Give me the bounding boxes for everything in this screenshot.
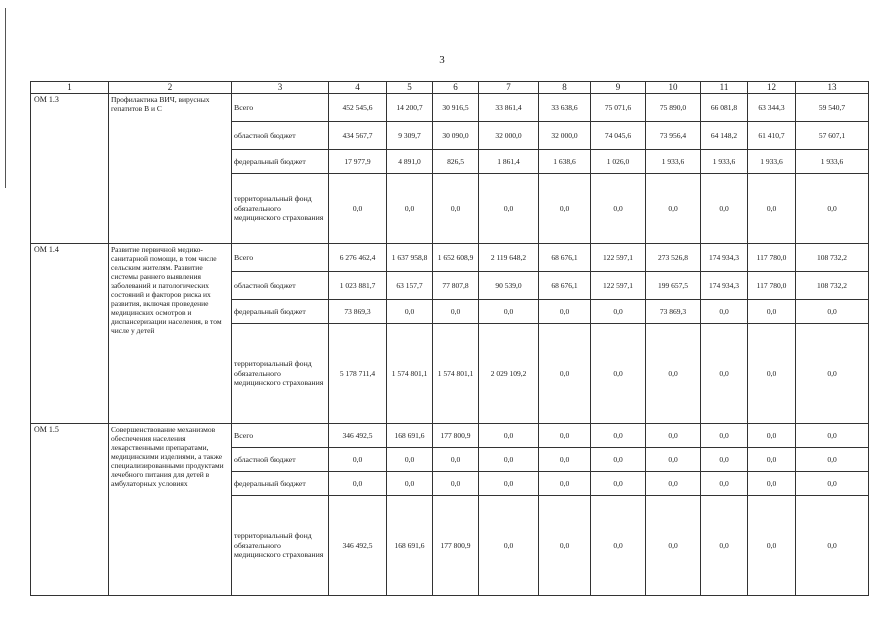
amount-cell: 75 890,0 (646, 93, 701, 121)
page-number: 3 (439, 54, 445, 66)
amount-cell: 1 638,6 (539, 149, 591, 173)
amount-cell: 77 807,8 (433, 271, 479, 299)
amount-cell: 452 545,6 (329, 93, 387, 121)
amount-cell: 1 933,6 (748, 149, 796, 173)
amount-cell: 346 492,5 (329, 423, 387, 447)
amount-cell: 2 119 648,2 (479, 243, 539, 271)
amount-cell: 0,0 (796, 299, 869, 323)
amount-cell: 346 492,5 (329, 495, 387, 595)
amount-cell: 0,0 (433, 447, 479, 471)
amount-cell: 0,0 (387, 299, 433, 323)
funding-source: федеральный бюджет (232, 149, 329, 173)
header-cell: 5 (387, 82, 433, 94)
amount-cell: 0,0 (748, 173, 796, 243)
amount-cell: 0,0 (701, 323, 748, 423)
amount-cell: 0,0 (701, 173, 748, 243)
funding-source: территориальный фонд обязательного медицинского страхования (232, 323, 329, 423)
amount-cell: 1 652 608,9 (433, 243, 479, 271)
amount-cell: 0,0 (479, 495, 539, 595)
scan-margin-line (5, 8, 6, 188)
header-cell: 12 (748, 82, 796, 94)
amount-cell: 57 607,1 (796, 121, 869, 149)
amount-cell: 0,0 (796, 423, 869, 447)
amount-cell: 108 732,2 (796, 271, 869, 299)
amount-cell: 0,0 (748, 495, 796, 595)
funding-source: федеральный бюджет (232, 471, 329, 495)
amount-cell: 0,0 (591, 447, 646, 471)
amount-cell: 0,0 (646, 423, 701, 447)
amount-cell: 0,0 (433, 299, 479, 323)
amount-cell: 59 540,7 (796, 93, 869, 121)
amount-cell: 434 567,7 (329, 121, 387, 149)
amount-cell: 1 637 958,8 (387, 243, 433, 271)
amount-cell: 0,0 (329, 471, 387, 495)
amount-cell: 17 977,9 (329, 149, 387, 173)
header-cell: 6 (433, 82, 479, 94)
amount-cell: 0,0 (796, 471, 869, 495)
funding-source: Всего (232, 243, 329, 271)
amount-cell: 168 691,6 (387, 423, 433, 447)
amount-cell: 199 657,5 (646, 271, 701, 299)
header-cell: 8 (539, 82, 591, 94)
amount-cell: 4 891,0 (387, 149, 433, 173)
amount-cell: 0,0 (796, 495, 869, 595)
amount-cell: 0,0 (539, 471, 591, 495)
amount-cell: 1 023 881,7 (329, 271, 387, 299)
amount-cell: 122 597,1 (591, 243, 646, 271)
header-cell: 7 (479, 82, 539, 94)
amount-cell: 273 526,8 (646, 243, 701, 271)
amount-cell: 73 869,3 (646, 299, 701, 323)
amount-cell: 33 861,4 (479, 93, 539, 121)
amount-cell: 0,0 (701, 423, 748, 447)
amount-cell: 2 029 109,2 (479, 323, 539, 423)
amount-cell: 63 344,3 (748, 93, 796, 121)
amount-cell: 0,0 (646, 471, 701, 495)
amount-cell: 0,0 (701, 471, 748, 495)
funding-source: Всего (232, 423, 329, 447)
amount-cell: 117 780,0 (748, 243, 796, 271)
measure-code: ОМ 1.4 (31, 243, 109, 423)
amount-cell: 0,0 (701, 495, 748, 595)
amount-cell: 0,0 (591, 323, 646, 423)
funding-source: территориальный фонд обязательного медицинского страхования (232, 495, 329, 595)
amount-cell: 0,0 (387, 471, 433, 495)
amount-cell: 33 638,6 (539, 93, 591, 121)
measure-name: Развитие первичной медико-санитарной помощи, в том числе сельским жителям. Развитие системы раннего выявления заболеваний и патологических состояний и факторов риска их развития, включая проведение медицинских осмотров и диспансеризации населения, в том числе у детей (109, 243, 232, 423)
amount-cell: 0,0 (591, 299, 646, 323)
funding-source: территориальный фонд обязательного медицинского страхования (232, 173, 329, 243)
amount-cell: 174 934,3 (701, 243, 748, 271)
amount-cell: 0,0 (796, 173, 869, 243)
amount-cell: 0,0 (433, 173, 479, 243)
amount-cell: 68 676,1 (539, 271, 591, 299)
amount-cell: 1 933,6 (701, 149, 748, 173)
amount-cell: 64 148,2 (701, 121, 748, 149)
amount-cell: 0,0 (433, 471, 479, 495)
amount-cell: 0,0 (591, 471, 646, 495)
header-row (31, 82, 869, 94)
amount-cell: 0,0 (748, 447, 796, 471)
table-row (31, 423, 869, 447)
amount-cell: 73 956,4 (646, 121, 701, 149)
amount-cell: 32 000,0 (479, 121, 539, 149)
amount-cell: 0,0 (539, 173, 591, 243)
amount-cell: 117 780,0 (748, 271, 796, 299)
amount-cell: 108 732,2 (796, 243, 869, 271)
funding-source: областной бюджет (232, 121, 329, 149)
amount-cell: 0,0 (701, 447, 748, 471)
amount-cell: 5 178 711,4 (329, 323, 387, 423)
amount-cell: 61 410,7 (748, 121, 796, 149)
header-cell: 1 (31, 82, 109, 94)
amount-cell: 0,0 (479, 173, 539, 243)
amount-cell: 1 026,0 (591, 149, 646, 173)
amount-cell: 0,0 (387, 447, 433, 471)
amount-cell: 0,0 (748, 471, 796, 495)
amount-cell: 0,0 (479, 471, 539, 495)
amount-cell: 0,0 (479, 299, 539, 323)
amount-cell: 0,0 (646, 323, 701, 423)
header-cell: 10 (646, 82, 701, 94)
amount-cell: 177 800,9 (433, 423, 479, 447)
amount-cell: 0,0 (701, 299, 748, 323)
amount-cell: 30 090,0 (433, 121, 479, 149)
amount-cell: 0,0 (591, 423, 646, 447)
amount-cell: 0,0 (646, 495, 701, 595)
amount-cell: 0,0 (539, 299, 591, 323)
table-row (31, 93, 869, 121)
header-cell: 4 (329, 82, 387, 94)
amount-cell: 122 597,1 (591, 271, 646, 299)
funding-table (30, 81, 869, 596)
amount-cell: 0,0 (539, 423, 591, 447)
amount-cell: 174 934,3 (701, 271, 748, 299)
amount-cell: 0,0 (748, 323, 796, 423)
amount-cell: 0,0 (387, 173, 433, 243)
measure-code: ОМ 1.5 (31, 423, 109, 595)
amount-cell: 75 071,6 (591, 93, 646, 121)
amount-cell: 1 933,6 (646, 149, 701, 173)
amount-cell: 9 309,7 (387, 121, 433, 149)
amount-cell: 63 157,7 (387, 271, 433, 299)
amount-cell: 0,0 (479, 423, 539, 447)
amount-cell: 0,0 (329, 447, 387, 471)
amount-cell: 0,0 (646, 173, 701, 243)
amount-cell: 74 045,6 (591, 121, 646, 149)
header-cell: 11 (701, 82, 748, 94)
header-cell: 3 (232, 82, 329, 94)
amount-cell: 1 574 801,1 (387, 323, 433, 423)
amount-cell: 14 200,7 (387, 93, 433, 121)
amount-cell: 32 000,0 (539, 121, 591, 149)
funding-source: областной бюджет (232, 271, 329, 299)
amount-cell: 177 800,9 (433, 495, 479, 595)
amount-cell: 73 869,3 (329, 299, 387, 323)
amount-cell: 1 861,4 (479, 149, 539, 173)
amount-cell: 0,0 (591, 495, 646, 595)
amount-cell: 66 081,8 (701, 93, 748, 121)
amount-cell: 0,0 (748, 423, 796, 447)
amount-cell: 30 916,5 (433, 93, 479, 121)
amount-cell: 6 276 462,4 (329, 243, 387, 271)
amount-cell: 0,0 (796, 323, 869, 423)
amount-cell: 0,0 (591, 173, 646, 243)
header-cell: 13 (796, 82, 869, 94)
amount-cell: 1 933,6 (796, 149, 869, 173)
amount-cell: 826,5 (433, 149, 479, 173)
header-cell: 9 (591, 82, 646, 94)
measure-name: Профилактика ВИЧ, вирусных гепатитов В и С (109, 93, 232, 243)
measure-name: Совершенствование механизмов обеспечения населения лекарственными препаратами, медицинскими изделиями, а также специализированными продуктами лечебного питания для детей в амбулаторных условиях (109, 423, 232, 595)
funding-source: Всего (232, 93, 329, 121)
amount-cell: 0,0 (646, 447, 701, 471)
amount-cell: 0,0 (539, 323, 591, 423)
funding-source: федеральный бюджет (232, 299, 329, 323)
amount-cell: 0,0 (748, 299, 796, 323)
amount-cell: 1 574 801,1 (433, 323, 479, 423)
funding-source: областной бюджет (232, 447, 329, 471)
amount-cell: 0,0 (539, 495, 591, 595)
amount-cell: 0,0 (539, 447, 591, 471)
measure-code: ОМ 1.3 (31, 93, 109, 243)
amount-cell: 0,0 (796, 447, 869, 471)
amount-cell: 168 691,6 (387, 495, 433, 595)
amount-cell: 68 676,1 (539, 243, 591, 271)
amount-cell: 0,0 (329, 173, 387, 243)
amount-cell: 90 539,0 (479, 271, 539, 299)
header-cell: 2 (109, 82, 232, 94)
table-row (31, 243, 869, 271)
amount-cell: 0,0 (479, 447, 539, 471)
